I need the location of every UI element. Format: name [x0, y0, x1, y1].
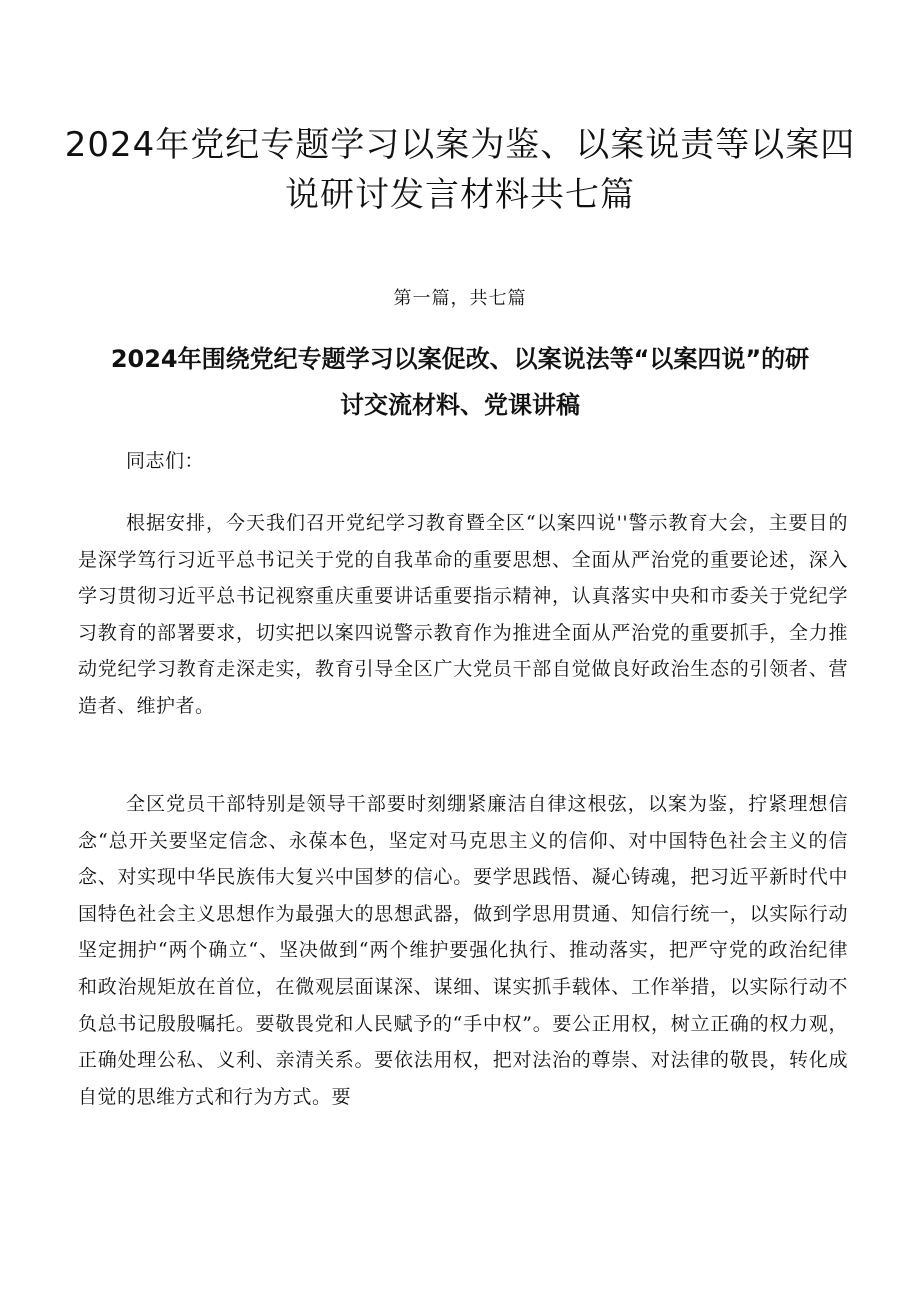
salutation: 同志们：	[126, 450, 205, 472]
section-title: 2024年围绕党纪专题学习以案促改、以案说法等“以案四说”的研讨交流材料、党课讲稿	[110, 345, 810, 419]
part-label: 第一篇，共七篇	[393, 288, 527, 309]
document-title: 2024年党纪专题学习以案为鉴、以案说责等以案四说研讨发言材料共七篇	[64, 125, 856, 215]
paragraph-1: 根据安排，今天我们召开党纪学习教育暨全区“以案四说''警示教育大会，主要目的是深学笃行习近平总书记关于党的自我革命的重要思想、全面从严治党的重要论述，深入学习贯彻习近平总书记视察重庆重要讲话重要指示精神，认真落实中央和市委关于党纪学习教育的部署要求，切实把以案四说警示教育作为推进全面从严治党的重要抓手，全力推动党纪学习教育走深走实，教育引导全区广大党员干部自觉做良好政治生态的引领者、营造者、维护者。	[78, 512, 848, 717]
paragraph-2: 全区党员干部特别是领导干部要时刻绷紧廉洁自律这根弦，以案为鉴，拧紧理想信念“总开关要坚定信念、永葆本色，坚定对马克思主义的信仰、对中国特色社会主义的信念、对实现中华民族伟大复兴中国梦的信心。要学思践悟、凝心铸魂，把习近平新时代中国特色社会主义思想作为最强大的思想武器，做到学思用贯通、知信行统一，以实际行动坚定拥护“两个确立“、坚决做到“两个维护要强化执行、推动落实，把严守党的政治纪律和政治规矩放在首位，在微观层面谋深、谋细、谋实抓手载体、工作举措，以实际行动不负总书记殷殷嘱托。要敬畏党和人民赋予的“手中权”。要公正用权，树立正确的权力观，正确处理公私、义利、亲清关系。要依法用权，把对法治的尊崇、对法律的敬畏，转化成自觉的思维方式和行为方式。要	[78, 793, 848, 1108]
